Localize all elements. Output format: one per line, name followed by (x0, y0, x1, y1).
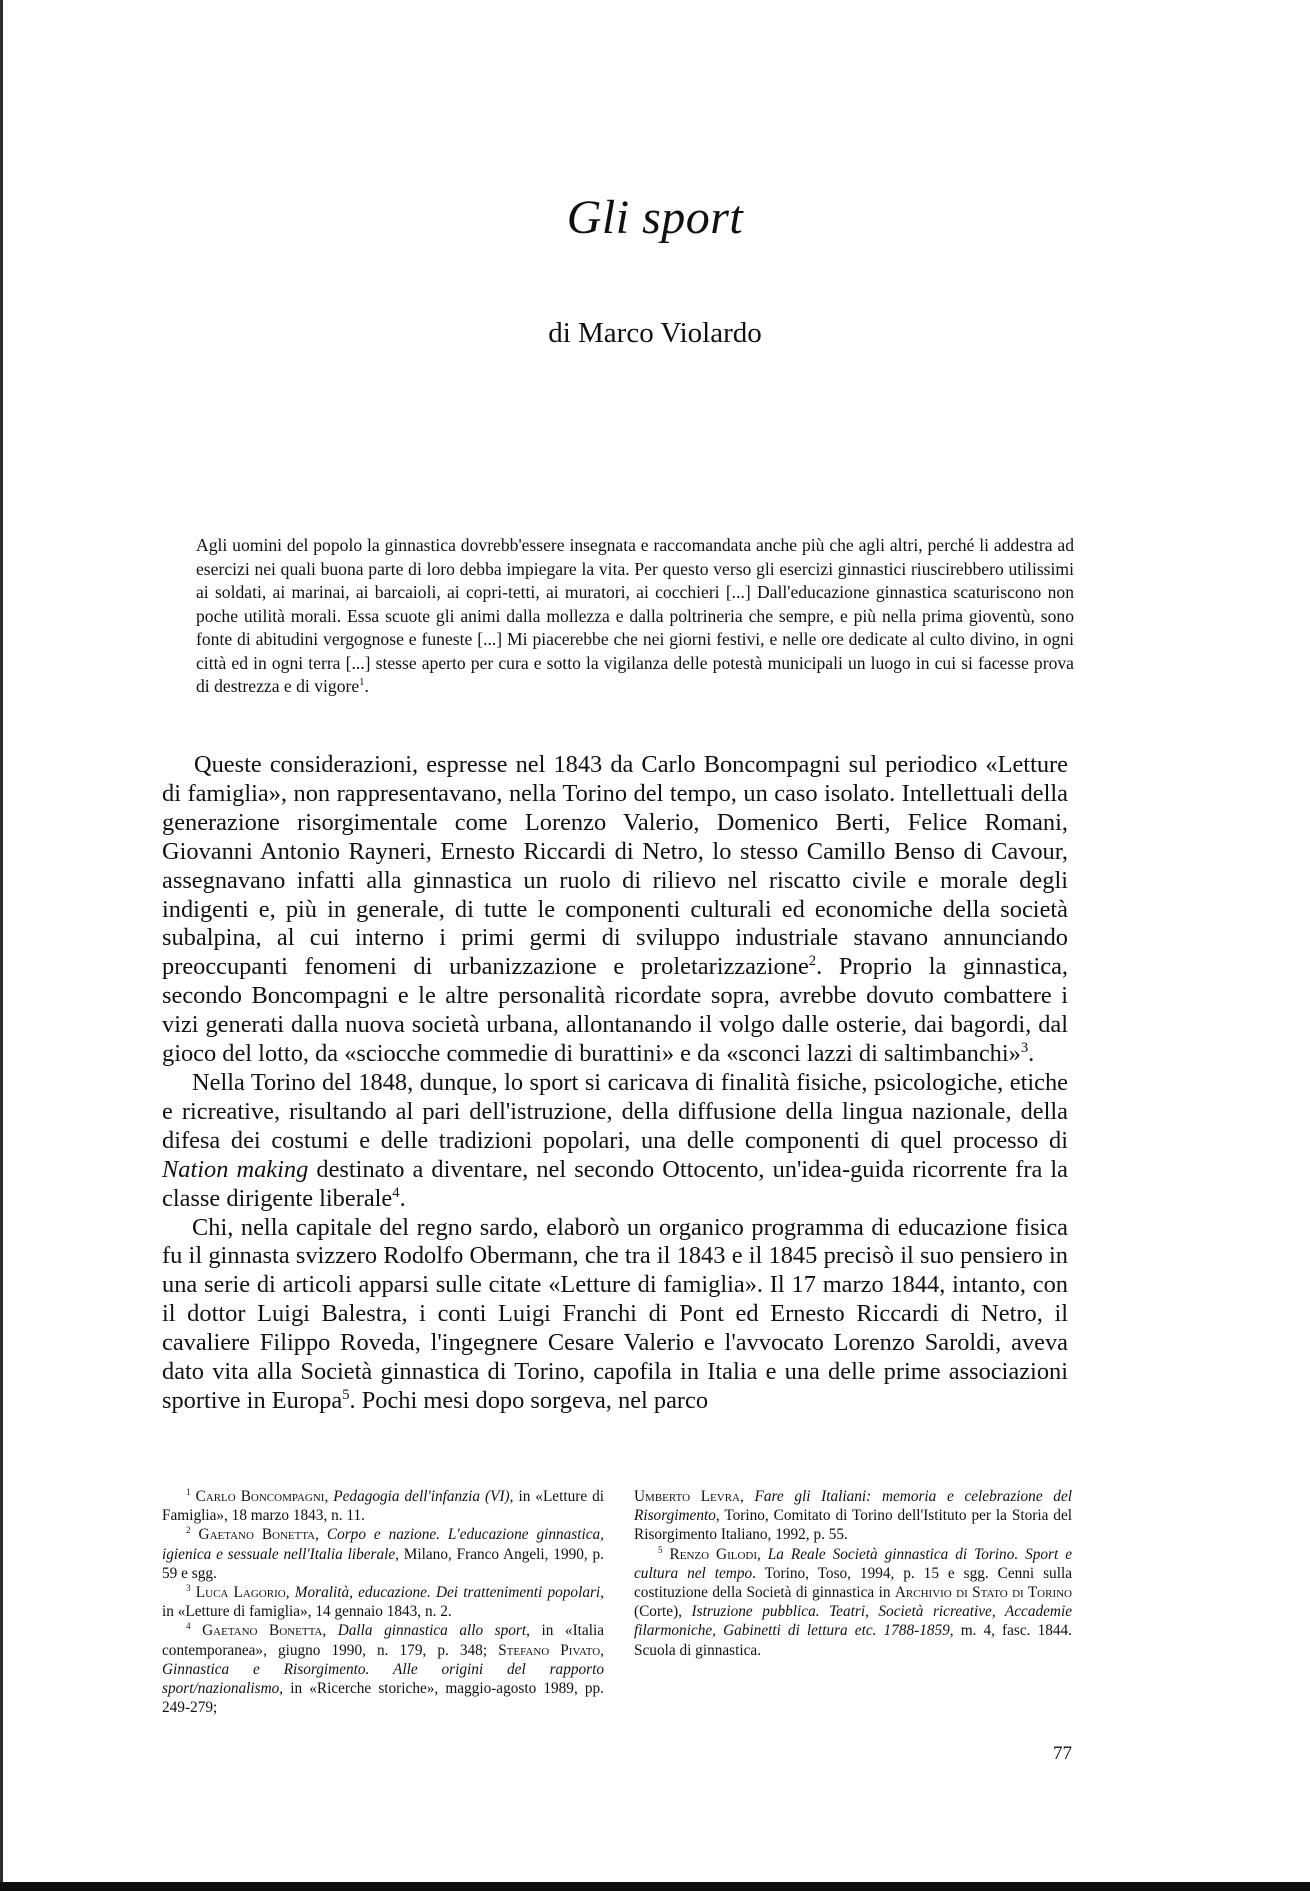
epigraph-quote: Agli uomini del popolo la ginnastica dovrebb'essere insegnata e raccomandata anche più che agli altri, perché li addestra ad esercizi nei quali buona parte di loro debba impiegare la vita. Per questo verso gli esercizi ginnastici riuscirebbero utilissimi ai soldati, ai marinai, ai barcaioli, ai copri-tetti, ai muratori, ai cocchieri [...] Dall'educazione ginnastica scaturiscono non poche utilità morali. Essa scuote gli animi dalla mollezza e dalla poltrineria che sempre, e più nella prima gioventù, sono fonte di abitudini vergognose e funeste [...] Mi piacerebbe che nei giorni festivi, e nelle ore dedicate al culto divino, in ogni città ed in ogni terra [...] stesse aperto per cura e sotto la vigilanza delle potestà municipali un luogo in cui si facesse prova di destrezza e di vigore$^1$. (196, 535, 1074, 696)
italic-term: Nation making (162, 1155, 309, 1183)
paragraph: Chi, nella capitale del regno sardo, elaborò un organico programma di educazione fisica fu il ginnasta svizzero Rodolfo Obermann, che tra il 1843 e il 1845 precisò il suo pensiero in una serie di articoli apparsi sulle citate «Letture di famiglia». Il 17 marzo 1844, intanto, con il dottor Luigi Balestra, i conti Luigi Franchi di Pont ed Ernesto Riccardi di Netro, il cavaliere Filippo Roveda, l'ingegnere Cesare Valerio e l'avvocato Lorenzo Saroldi, aveva dato vita alla Società ginnastica di Torino, capofila in Italia e una delle prime associazioni sportive in Europa$^5$. Pochi mesi dopo sorgeva, nel parco (162, 1213, 1068, 1414)
footnote-1: $^1$ Carlo Boncompagni, Pedagogia dell'infanzia (VI), in «Letture di Famiglia», 18 marzo 1843, n. 11. (162, 1486, 604, 1525)
chapter-author: di Marco Violardo (548, 317, 762, 349)
footnote-ref: 2 (808, 953, 817, 970)
footnote-ref: 1 (359, 677, 365, 689)
footnote-5: $^5$ Renzo Gilodi, La Reale Società ginnastica di Torino. Sport e cultura nel tempo. Torino, Toso, 1994, p. 15 e sgg. Cenni sulla costituzione della Società di ginnastica in Archivio di Stato di Torino (Corte), Istruzione pubblica. Teatri, Società ricreative, Accademie filarmoniche, Gabinetti di lettura etc. 1788-1859, m. 4, fasc. 1844. Scuola di ginnastica. (634, 1544, 1072, 1659)
footnote-ref: 3 (1020, 1039, 1029, 1056)
footnote-3: $^3$ Luca Lagorio, Moralità, educazione. Dei trattenimenti popolari, in «Letture di famiglia», 14 gennaio 1843, n. 2. (162, 1582, 604, 1621)
body-text (162, 751, 1068, 1416)
footnote-4: $^4$ Gaetano Bonetta, Dalla ginnastica allo sport, in «Italia contemporanea», giugno 1990, n. 179, p. 348; Stefano Pivato, Ginnastica e Risorgimento. Alle origini del rapporto sport/nazionalismo, in «Ricerche storiche», maggio-agosto 1989, pp. 249-279; (162, 1621, 604, 1717)
footnotes-column-left (162, 1487, 604, 1717)
scan-edge-bottom (0, 1882, 1310, 1891)
paragraph: Nella Torino del 1848, dunque, lo sport si caricava di finalità fisiche, psicologiche, etiche e ricreative, risultando al pari dell'istruzione, della diffusione della lingua nazionale, della difesa dei costumi e delle tradizioni popolari, una delle componenti di quel processo di Nation making destinato a diventare, nel secondo Ottocento, un'idea-guida ricorrente fra la classe dirigente liberale$^4$. (162, 1068, 1068, 1212)
footnotes-column-right (634, 1487, 1072, 1660)
scan-edge-left (0, 0, 3, 1891)
footnote-ref: 4 (392, 1184, 400, 1201)
footnote-2: $^2$ Gaetano Bonetta, Corpo e nazione. L'educazione ginnastica, igienica e sessuale nell'Italia liberale, Milano, Franco Angeli, 1990, p. 59 e sgg. (162, 1525, 604, 1582)
footnote-ref: 5 (342, 1386, 350, 1403)
paragraph: Queste considerazioni, espresse nel 1843 da Carlo Boncompagni sul periodico «Letture di famiglia», non rappresentavano, nella Torino del tempo, un caso isolato. Intellettuali della generazione risorgimentale come Lorenzo Valerio, Domenico Berti, Felice Romani, Giovanni Antonio Rayneri, Ernesto Riccardi di Netro, lo stesso Camillo Benso di Cavour, assegnavano infatti alla ginnastica un ruolo di rilievo nel riscatto civile e morale degli indigenti e, più in generale, di tutte le componenti culturali ed economiche della società subalpina, al cui interno i primi germi di sviluppo industriale stavano annunciando preoccupanti fenomeni di urbanizzazione e proletarizzazione$^2$. Proprio la ginnastica, secondo Boncompagni e le altre personalità ricordate sopra, avrebbe dovuto combattere i vizi generati dalla nuova società urbana, allontanando il volgo dalle osterie, dai bagordi, dal gioco del lotto, da «sciocche commedie di burattini» e da «sconci lazzi di saltimbanchi»$^3$. (162, 751, 1068, 1068)
epigraph-text: Agli uomini del popolo la ginnastica dovrebb'essere insegnata e raccomandata anche più che agli altri, perché li addestra ad esercizi nei quali buona parte di loro debba impiegare la vita. Per questo verso gli esercizi ginnastici riuscirebbero utilissimi ai soldati, ai marinai, ai barcaioli, ai copri-tetti, ai muratori, ai cocchieri [...] Dall'educazione ginnastica scaturiscono non poche utilità morali. Essa scuote gli animi dalla mollezza e dalla poltrineria che sempre, e più nella prima gioventù, sono fonte di abitudini vergognose e funeste [...] Mi piacerebbe che nei giorni festivi, e nelle ore dedicate al culto divino, in ogni città ed in ogni terra [...] stesse aperto per cura e sotto la vigilanza delle potestà municipali un luogo in cui si facesse prova di destrezza e di vigore (196, 535, 1074, 696)
chapter-title: Gli sport (566, 191, 744, 244)
footnote-4-continued: Umberto Levra, Fare gli Italiani: memoria e celebrazione del Risorgimento, Torino, Comitato di Torino dell'Istituto per la Storia del Risorgimento Italiano, 1992, p. 55. (634, 1488, 1072, 1544)
page-number: 77 (1053, 1743, 1072, 1764)
